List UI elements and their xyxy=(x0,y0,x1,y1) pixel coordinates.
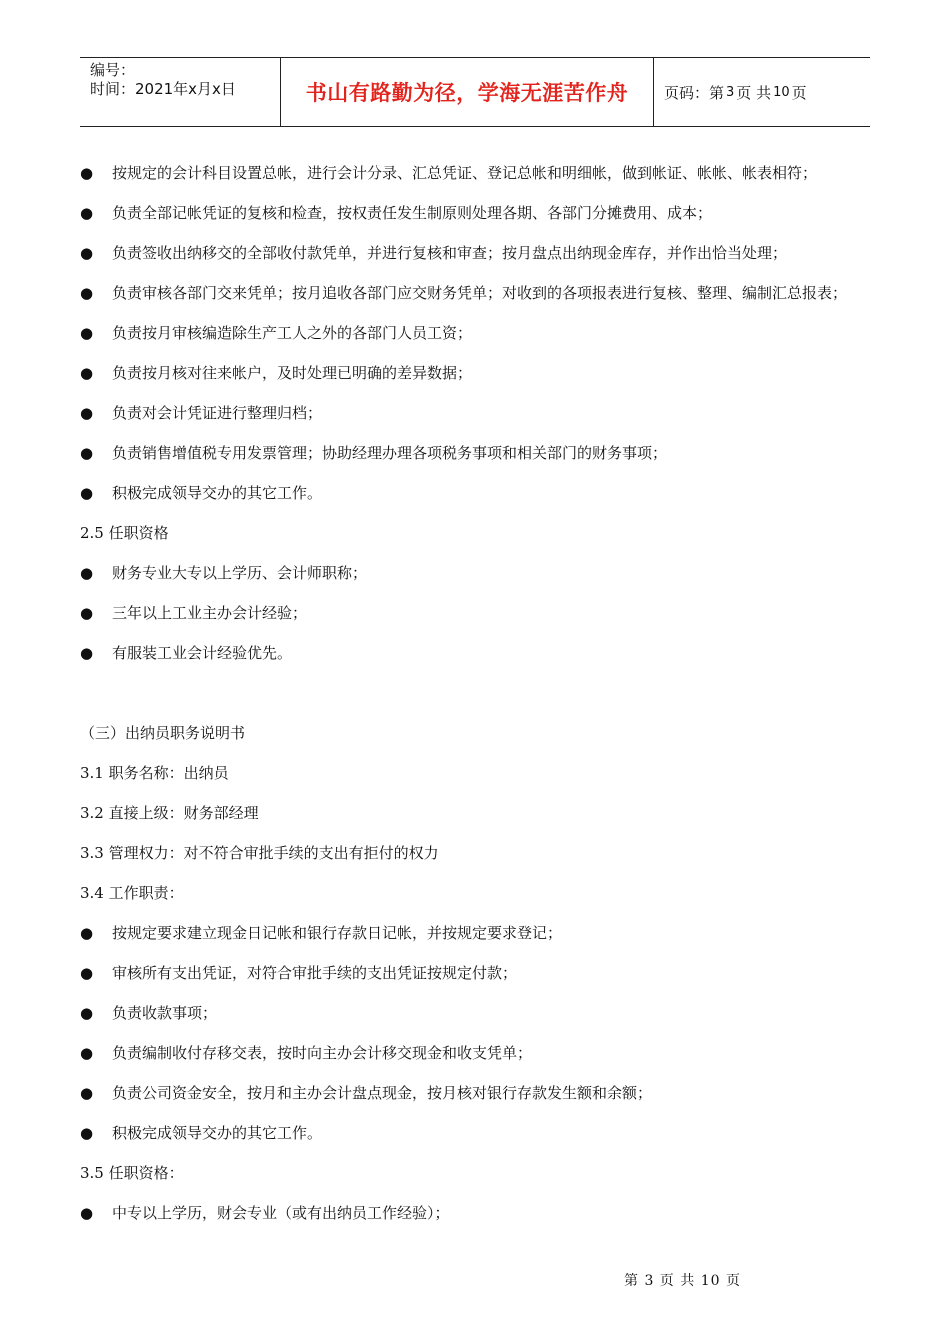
bullet-dot-icon: ● xyxy=(80,1124,94,1142)
page-current: 3 xyxy=(726,84,735,100)
bullet-text: 负责审核各部门交来凭单；按月追收各部门应交财务凭单；对收到的各项报表进行复核、整理、编制汇总报表； xyxy=(112,284,848,302)
header-motto: 书山有路勤为径，学海无涯苦作舟 xyxy=(281,58,654,126)
bullet-item xyxy=(80,162,872,184)
document-number-label: 编号： xyxy=(90,61,136,79)
bullet-item xyxy=(80,242,872,264)
bullet-item xyxy=(80,482,872,504)
section-line: 3.1 职务名称：出纳员 xyxy=(80,764,229,782)
section3-lines xyxy=(80,762,872,904)
section-line: 3.2 直接上级：财务部经理 xyxy=(80,804,259,822)
bullet-dot-icon: ● xyxy=(80,1084,94,1102)
bullet-text: 积极完成领导交办的其它工作。 xyxy=(112,484,323,502)
header-page-info xyxy=(654,58,870,126)
bullet-item xyxy=(80,322,872,344)
bullet-dot-icon: ● xyxy=(80,244,94,262)
bullet-text: 按规定的会计科目设置总帐，进行会计分录、汇总凭证、登记总帐和明细帐，做到帐证、帐帐、帐表相符； xyxy=(112,164,818,182)
bullet-text: 三年以上工业主办会计经验； xyxy=(112,604,308,622)
header-meta xyxy=(80,58,281,126)
bullet-text: 负责编制收付存移交表，按时向主办会计移交现金和收支凭单； xyxy=(112,1044,533,1062)
bullet-dot-icon: ● xyxy=(80,604,94,622)
bullet-text: 负责对会计凭证进行整理归档； xyxy=(112,404,323,422)
bullet-item xyxy=(80,362,872,384)
bullet-dot-icon: ● xyxy=(80,564,94,582)
bullet-dot-icon: ● xyxy=(80,964,94,982)
bullet-dot-icon: ● xyxy=(80,1044,94,1062)
document-body xyxy=(80,162,872,1242)
bullet-dot-icon: ● xyxy=(80,484,94,502)
bullet-dot-icon: ● xyxy=(80,444,94,462)
bullet-dot-icon: ● xyxy=(80,404,94,422)
bullet-text: 负责按月审核编造除生产工人之外的各部门人员工资； xyxy=(112,324,473,342)
bullet-dot-icon: ● xyxy=(80,204,94,222)
bullet-item xyxy=(80,1002,872,1024)
section3-4-list xyxy=(80,922,872,1144)
section3-5-list xyxy=(80,1202,872,1224)
bullet-text: 负责签收出纳移交的全部收付款凭单，并进行复核和审查；按月盘点出纳现金库存，并作出恰当处理； xyxy=(112,244,788,262)
bullet-item xyxy=(80,922,872,944)
page-total: 10 xyxy=(773,84,790,100)
page-prefix: 页码：第 xyxy=(664,83,725,102)
bullet-text: 财务专业大专以上学历、会计师职称； xyxy=(112,564,368,582)
bullet-text: 积极完成领导交办的其它工作。 xyxy=(112,1124,323,1142)
bullet-dot-icon: ● xyxy=(80,1204,94,1222)
page-suffix: 页 xyxy=(791,83,807,102)
section-3-5-title: 3.5 任职资格： xyxy=(80,1164,184,1182)
section2-duties-list xyxy=(80,162,872,504)
document-time-label: 时间：2021年x月x日 xyxy=(90,80,236,98)
bullet-item xyxy=(80,1122,872,1144)
bullet-dot-icon: ● xyxy=(80,284,94,302)
bullet-text: 负责收款事项； xyxy=(112,1004,218,1022)
section2-5-list xyxy=(80,562,872,664)
bullet-item xyxy=(80,282,872,304)
section-line: 3.3 管理权力：对不符合审批手续的支出有拒付的权力 xyxy=(80,844,439,862)
bullet-text: 负责按月核对往来帐户，及时处理已明确的差异数据； xyxy=(112,364,473,382)
bullet-text: 中专以上学历，财会专业（或有出纳员工作经验）； xyxy=(112,1204,450,1222)
bullet-item xyxy=(80,642,872,664)
bullet-item xyxy=(80,962,872,984)
bullet-dot-icon: ● xyxy=(80,364,94,382)
bullet-item xyxy=(80,202,872,224)
page-footer: 第 3 页 共 10 页 xyxy=(624,1273,741,1289)
bullet-dot-icon: ● xyxy=(80,164,94,182)
bullet-item xyxy=(80,442,872,464)
section-3-title: （三）出纳员职务说明书 xyxy=(80,724,246,742)
bullet-text: 负责公司资金安全，按月和主办会计盘点现金，按月核对银行存款发生额和余额； xyxy=(112,1084,653,1102)
section-2-5-title: 2.5 任职资格 xyxy=(80,524,169,542)
bullet-dot-icon: ● xyxy=(80,1004,94,1022)
bullet-item xyxy=(80,402,872,424)
bullet-text: 审核所有支出凭证，对符合审批手续的支出凭证按规定付款； xyxy=(112,964,518,982)
bullet-item xyxy=(80,562,872,584)
section-line: 3.4 工作职责： xyxy=(80,884,184,902)
bullet-item xyxy=(80,602,872,624)
bullet-text: 有服装工业会计经验优先。 xyxy=(112,644,293,662)
bullet-text: 按规定要求建立现金日记帐和银行存款日记帐，并按规定要求登记； xyxy=(112,924,563,942)
page-header xyxy=(80,57,870,127)
bullet-item xyxy=(80,1042,872,1064)
bullet-dot-icon: ● xyxy=(80,924,94,942)
bullet-item xyxy=(80,1082,872,1104)
bullet-text: 负责全部记帐凭证的复核和检查，按权责任发生制原则处理各期、各部门分摊费用、成本； xyxy=(112,204,713,222)
bullet-item xyxy=(80,1202,872,1224)
section-gap xyxy=(80,682,872,722)
bullet-dot-icon: ● xyxy=(80,644,94,662)
page-mid: 页 共 xyxy=(736,83,772,102)
bullet-text: 负责销售增值税专用发票管理；协助经理办理各项税务事项和相关部门的财务事项； xyxy=(112,444,668,462)
bullet-dot-icon: ● xyxy=(80,324,94,342)
